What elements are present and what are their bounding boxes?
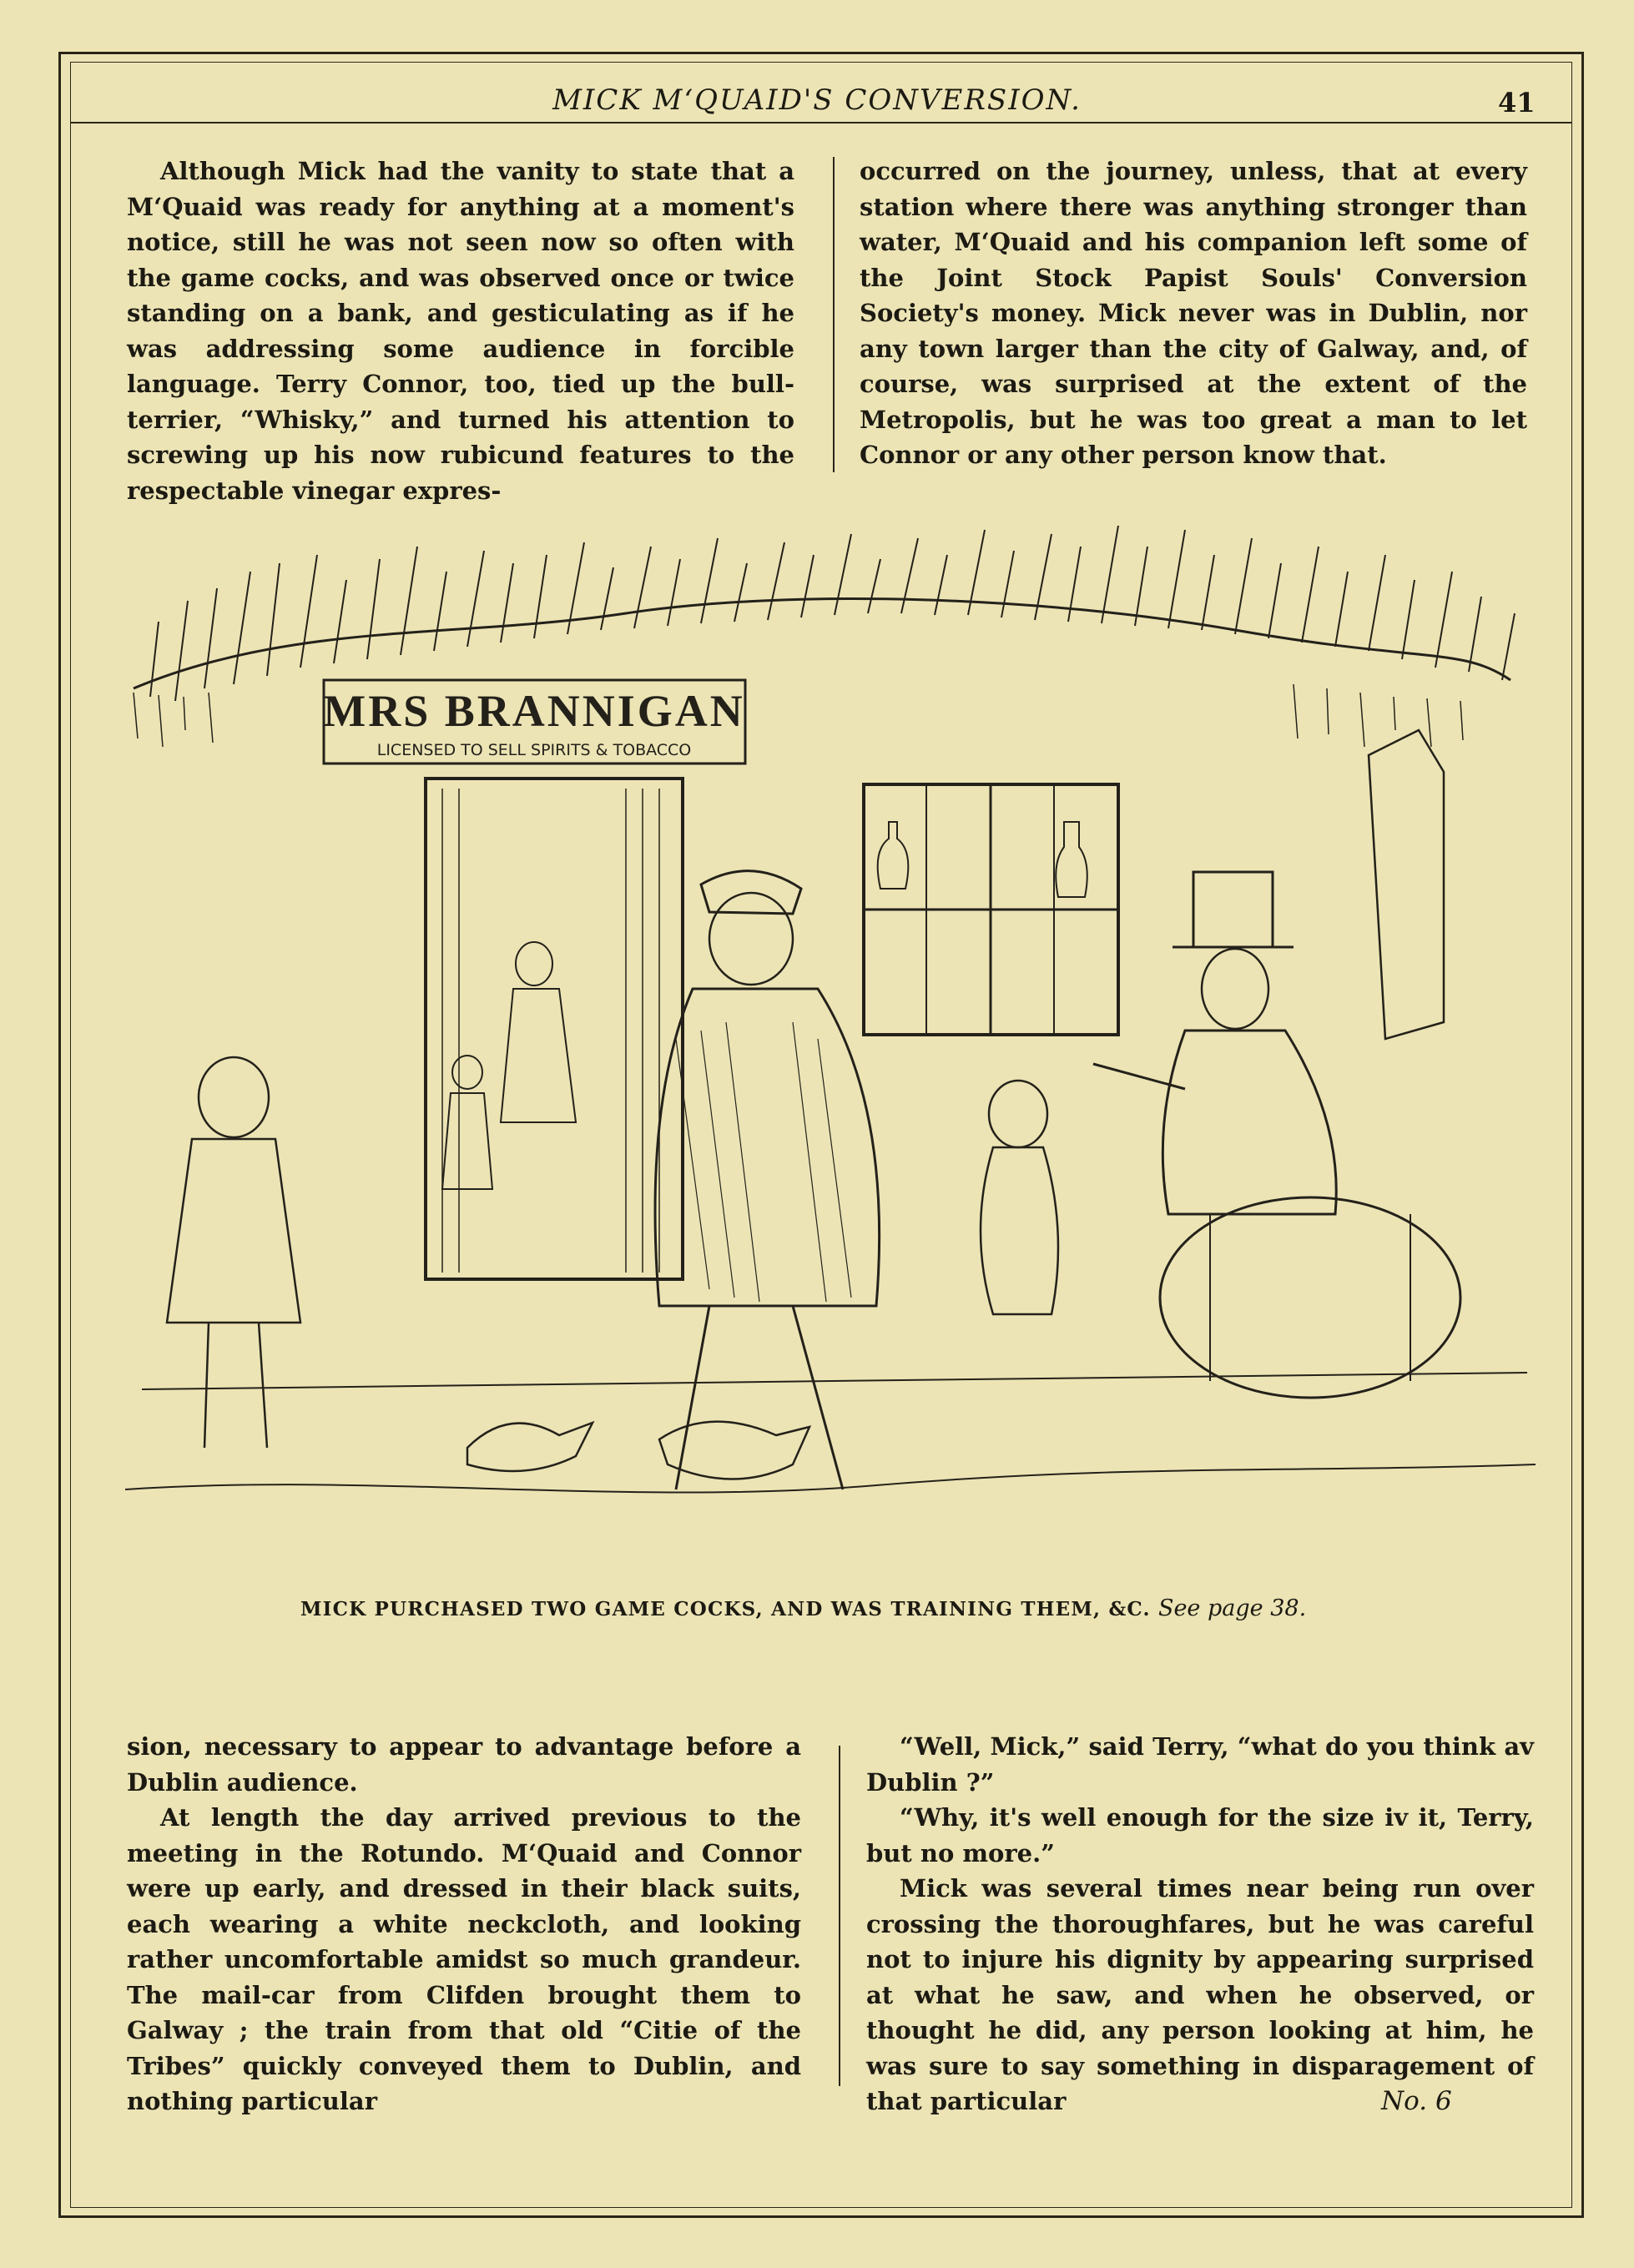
bottom-left-paragraph-2: At length the day arrived previous to the meeting in the Rotundo. M‘Quaid and Connor were up early, and dressed in their black suits, each wearing a white neckcloth, and looking rather uncomfortable amidst so much grandeur. The mail-car from Clifden brought them to Galway ; the train from that old “Citie of the Tribes” quickly conveyed them to Dublin, and nothing particular bbox=[127, 1803, 801, 2115]
shop-sign-subtitle: LICENSED TO SELL SPIRITS & TOBACCO bbox=[376, 741, 692, 759]
top-left-paragraph: Although Mick had the vanity to state that a M‘Quaid was ready for anything at a moment's notice, still he was not seen now so often with the game cocks, and was observed once or twice standing on a bank, and gesticulating as if he was addressing some audience in forcible language. Terry Connor, too, tied up the bull-terrier, “Whisky,” and turned his attention to screwing up his now rubicund features to the respectable vinegar expres- bbox=[127, 157, 794, 505]
caption-text: MICK PURCHASED TWO GAME COCKS, AND WAS TRAINING THEM, &C. bbox=[300, 1598, 1151, 1620]
top-right-column bbox=[860, 154, 1527, 473]
header-rule bbox=[70, 122, 1572, 123]
bottom-right-paragraph-3: Mick was several times near being run over crossing the thoroughfares, but he was careful not to injure his dignity by appearing surprised at what he saw, and when he observed, or thought he did, any person looking at him, he was sure to say something in disparagement of that particular bbox=[866, 1874, 1534, 2115]
column-rule-bottom bbox=[839, 1746, 840, 2086]
caption-page-reference: See page 38. bbox=[1157, 1595, 1307, 1621]
page-number: 41 bbox=[1498, 87, 1536, 118]
bottom-left-paragraph-1: sion, necessary to appear to advantage before a Dublin audience. bbox=[127, 1732, 801, 1797]
bottom-left-column bbox=[127, 1729, 801, 2119]
bottom-right-column bbox=[866, 1729, 1534, 2119]
column-rule-top bbox=[833, 157, 835, 472]
top-right-paragraph: occurred on the journey, unless, that at every station where there was anything stronger than water, M‘Quaid and his companion left some of the Joint Stock Papist Souls' Conversion Society's money. Mick never was in Dublin, nor any town larger than the city of Galway, and, of course, was surprised at the extent of the Metropolis, but he was too great a man to let Connor or any other person know that. bbox=[860, 157, 1527, 469]
bottom-right-paragraph-1: “Well, Mick,” said Terry, “what do you think av Dublin ?” bbox=[866, 1732, 1534, 1797]
signature-mark: No. 6 bbox=[1381, 2086, 1452, 2116]
top-left-column bbox=[127, 154, 794, 508]
illustration-caption bbox=[300, 1595, 1306, 1621]
running-title: MICK M‘QUAID'S CONVERSION. bbox=[552, 83, 1082, 117]
engraving-illustration bbox=[125, 522, 1536, 1569]
bottom-right-paragraph-2: “Why, it's well enough for the size iv it, Terry, but no more.” bbox=[866, 1803, 1534, 1867]
shop-sign-title: MRS BRANNIGAN bbox=[323, 686, 745, 736]
